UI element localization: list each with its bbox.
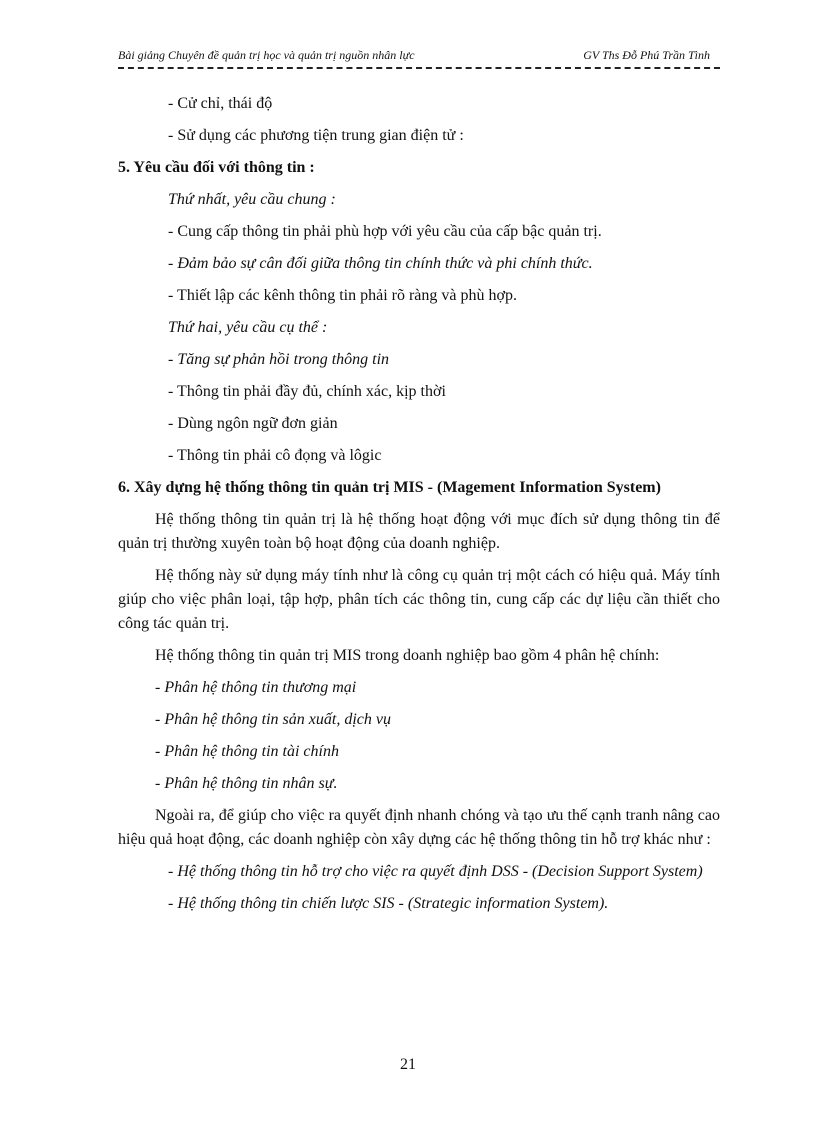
list-item: - Phân hệ thông tin sản xuất, dịch vụ	[155, 711, 391, 728]
list-item: - Phân hệ thông tin tài chính	[155, 743, 339, 760]
list-item: - Phân hệ thông tin nhân sự.	[155, 775, 338, 792]
list-item: - Thông tin phải cô đọng và lôgic	[168, 447, 382, 464]
subheading-general: Thứ nhất, yêu cầu chung :	[168, 191, 336, 208]
list-item: - Cung cấp thông tin phải phù hợp với yêu cầu của cấp bậc quản trị.	[168, 223, 602, 240]
page-body	[118, 92, 720, 924]
section-heading-5: 5. Yêu cầu đối với thông tin :	[118, 159, 315, 176]
header-divider	[118, 67, 720, 69]
page-number: 21	[400, 1056, 416, 1073]
list-item: - Tăng sự phản hồi trong thông tin	[168, 351, 390, 368]
paragraph: Hệ thống thông tin quản trị MIS trong doanh nghiệp bao gồm 4 phân hệ chính:	[155, 647, 660, 664]
list-item: - Thiết lập các kênh thông tin phải rõ ràng và phù hợp.	[168, 287, 517, 304]
list-item: - Sử dụng các phương tiện trung gian điện tử :	[168, 127, 464, 144]
header-course-title: Bài giảng Chuyên đề quản trị học và quản trị nguồn nhân lực	[118, 48, 415, 62]
list-item: - Đảm bảo sự cân đối giữa thông tin chính thức và phi chính thức.	[168, 255, 593, 272]
list-item: - Dùng ngôn ngữ đơn giản	[168, 415, 338, 432]
page-header	[118, 48, 720, 63]
list-item: - Hệ thống thông tin hỗ trợ cho việc ra quyết định DSS - (Decision Support System)	[168, 863, 703, 880]
paragraph: Ngoài ra, để giúp cho việc ra quyết định nhanh chóng và tạo ưu thế cạnh tranh nâng cao hiệu quả hoạt động, các doanh nghiệp còn xây dựng các hệ thống thông tin hỗ trợ khác như :	[118, 807, 720, 848]
list-item: - Hệ thống thông tin chiến lược SIS - (Strategic information System).	[168, 895, 609, 912]
section-heading-6: 6. Xây dựng hệ thống thông tin quản trị MIS - (Magement Information System)	[118, 479, 661, 496]
paragraph: Hệ thống thông tin quản trị là hệ thống hoạt động với mục đích sử dụng thông tin để quản trị thường xuyên toàn bộ hoạt động của doanh nghiệp.	[118, 511, 720, 552]
subheading-specific: Thứ hai, yêu cầu cụ thể :	[168, 319, 328, 336]
list-item: - Thông tin phải đầy đủ, chính xác, kịp thời	[168, 383, 446, 400]
paragraph: Hệ thống này sử dụng máy tính như là công cụ quản trị một cách có hiệu quả. Máy tính giúp cho việc phân loại, tập hợp, phân tích các thông tin, cung cấp các dự liệu cần thiết cho công tác quản trị.	[118, 567, 720, 632]
header-author: GV Ths Đỗ Phú Trần Tình	[583, 48, 710, 62]
list-item: - Phân hệ thông tin thương mại	[155, 679, 357, 696]
list-item: - Cử chỉ, thái độ	[168, 95, 273, 112]
